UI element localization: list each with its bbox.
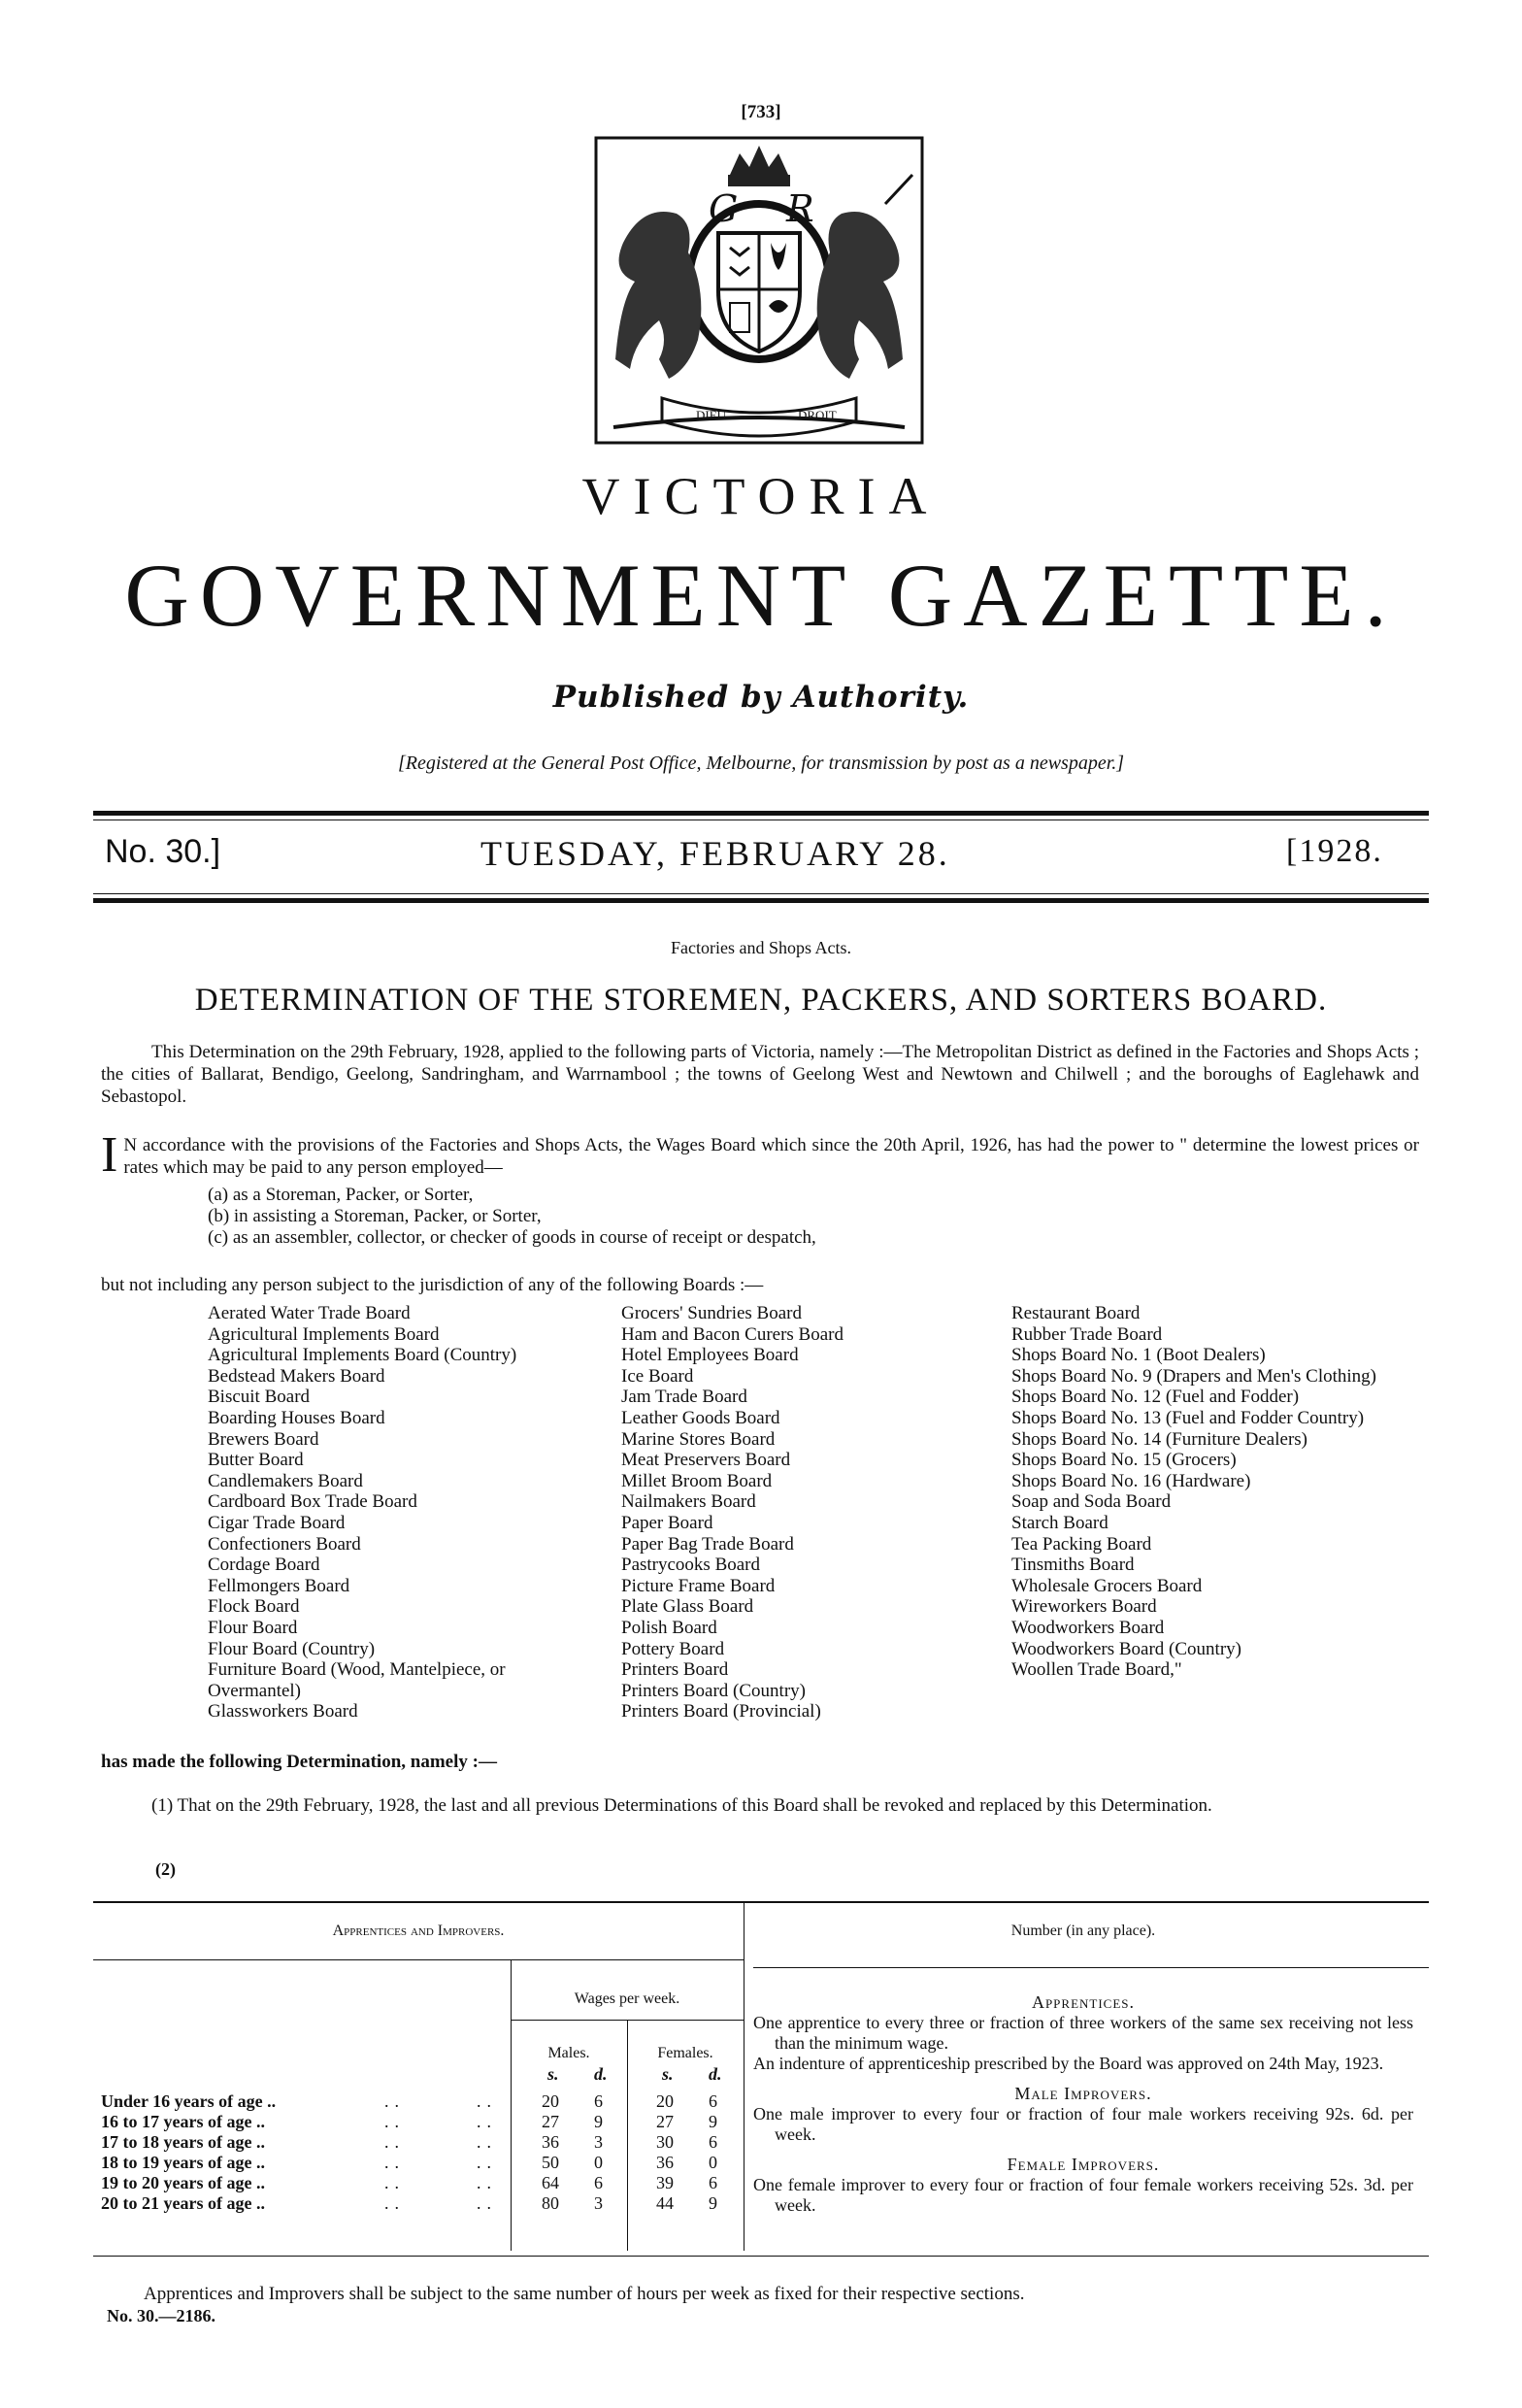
board-list-item: Wireworkers Board xyxy=(1011,1596,1157,1618)
males-heading: Males. xyxy=(547,2045,590,2061)
board-list-item: Shops Board No. 14 (Furniture Dealers) xyxy=(1011,1428,1308,1450)
table-row-label: 16 to 17 years of age .. xyxy=(101,2112,265,2131)
table-row-leader: .. xyxy=(384,2193,405,2213)
clause-2-label: (2) xyxy=(155,1859,176,1879)
female-shillings: 44 xyxy=(656,2193,674,2213)
accordance-text: N accordance with the provisions of the Factories and Shops Acts, the Wages Board which since the 20th April, 1926, has had the power to " determine the lowest prices or rates which may be paid to any person employed— xyxy=(123,1135,1419,1178)
table-row-leader: .. xyxy=(477,2132,497,2152)
board-list-item: Flour Board xyxy=(208,1617,298,1638)
female-pence: 6 xyxy=(709,2091,717,2111)
employment-items xyxy=(208,1185,816,1249)
male-shillings: 50 xyxy=(542,2153,559,2172)
right-heading: Number (in any place). xyxy=(1010,1923,1156,1939)
board-list-item: Plate Glass Board xyxy=(621,1596,754,1618)
header-rule-thin xyxy=(93,819,1429,820)
state-name: VICTORIA xyxy=(581,467,941,525)
board-list-item: Woodworkers Board (Country) xyxy=(1011,1638,1241,1659)
male-improvers-ratio: One male improver to every four or fraction of four male workers receiving 92s. 6d. per week. xyxy=(753,2104,1413,2144)
male-shillings: 64 xyxy=(542,2173,559,2192)
female-shillings: 27 xyxy=(656,2112,674,2131)
board-list-item: Paper Bag Trade Board xyxy=(621,1533,794,1555)
royal-coat-of-arms xyxy=(594,136,924,445)
board-list-item: Boarding Houses Board xyxy=(208,1407,385,1428)
male-shillings: 20 xyxy=(542,2091,559,2111)
board-list-item: Cigar Trade Board xyxy=(208,1512,346,1533)
accordance-paragraph xyxy=(101,1127,1419,1183)
list-item: (c) as an assembler, collector, or checker of goods in course of receipt or despatch, xyxy=(208,1227,816,1248)
male-improvers-heading: Male Improvers. xyxy=(1014,2084,1152,2103)
table-row-leader: .. xyxy=(384,2153,405,2172)
male-shillings-unit: s. xyxy=(547,2064,559,2084)
board-list-item: Bedstead Makers Board xyxy=(208,1365,385,1387)
issue-year: [1928. xyxy=(1286,833,1383,869)
board-list-item: Tinsmiths Board xyxy=(1011,1555,1135,1576)
female-shillings: 36 xyxy=(656,2153,674,2172)
crest-monogram-right: R xyxy=(786,187,814,230)
female-shillings: 39 xyxy=(656,2173,674,2192)
board-list-item: Grocers' Sundries Board xyxy=(621,1303,802,1323)
footer-note: Apprentices and Improvers shall be subject to the same number of hours per week as fixed for their respective sections. xyxy=(144,2284,1025,2304)
table-row-label: 20 to 21 years of age .. xyxy=(101,2193,265,2213)
male-pence: 6 xyxy=(594,2091,603,2111)
footer-reference: No. 30.—2186. xyxy=(107,2306,215,2325)
board-list-item: Shops Board No. 16 (Hardware) xyxy=(1011,1470,1251,1491)
male-shillings: 36 xyxy=(542,2132,559,2152)
board-list-item: Printers Board xyxy=(621,1659,729,1681)
board-list-item: Polish Board xyxy=(621,1617,717,1638)
determination-title: DETERMINATION OF THE STOREMEN, PACKERS, AND SORTERS BOARD. xyxy=(194,983,1328,1018)
table-row-leader: .. xyxy=(384,2112,405,2131)
table-row-leader: .. xyxy=(477,2091,497,2111)
board-list-item: Agricultural Implements Board (Country) xyxy=(208,1345,517,1366)
board-list-item: Woollen Trade Board," xyxy=(1011,1659,1182,1681)
registration-note: [Registered at the General Post Office, Melbourne, for transmission by post as a newspaper.] xyxy=(397,752,1125,774)
table-row-label: 18 to 19 years of age .. xyxy=(101,2153,265,2172)
female-pence-unit: d. xyxy=(709,2064,722,2084)
board-list-item: Furniture Board (Wood, Mantelpiece, or xyxy=(208,1659,506,1681)
board-list-item: Butter Board xyxy=(208,1450,304,1471)
board-list-item: Nailmakers Board xyxy=(621,1491,756,1513)
board-list-item: Cordage Board xyxy=(208,1555,320,1576)
board-list-item: Cardboard Box Trade Board xyxy=(208,1491,417,1513)
board-list-item: Printers Board (Provincial) xyxy=(621,1701,821,1722)
female-pence: 9 xyxy=(709,2193,717,2213)
page-number: [733] xyxy=(741,102,781,122)
board-list-item: Pottery Board xyxy=(621,1638,725,1659)
board-list-item: Shops Board No. 1 (Boot Dealers) xyxy=(1011,1345,1266,1366)
left-heading: Apprentices and Improvers. xyxy=(332,1923,505,1939)
acts-heading: Factories and Shops Acts. xyxy=(671,938,851,957)
male-pence: 9 xyxy=(594,2112,603,2131)
board-list-item: Fellmongers Board xyxy=(208,1575,350,1596)
board-list-item: Hotel Employees Board xyxy=(621,1345,799,1366)
board-list-item: Printers Board (Country) xyxy=(621,1680,806,1701)
female-pence: 0 xyxy=(709,2153,717,2172)
female-shillings-unit: s. xyxy=(662,2064,674,2084)
issue-number: No. 30.] xyxy=(105,833,221,870)
board-list-item: Shops Board No. 12 (Fuel and Fodder) xyxy=(1011,1387,1300,1408)
board-list-item: Paper Board xyxy=(621,1512,713,1533)
issue-rule-thick xyxy=(93,898,1429,903)
issue-rule-thin xyxy=(93,893,1429,894)
female-improvers-heading: Female Improvers. xyxy=(1007,2155,1160,2174)
female-improvers-ratio: One female improver to every four or fraction of four female workers receiving 52s. 3d. per week. xyxy=(753,2175,1413,2215)
board-list-item: Confectioners Board xyxy=(208,1533,361,1555)
male-pence: 3 xyxy=(594,2193,603,2213)
board-list-item: Starch Board xyxy=(1011,1512,1108,1533)
right-heading-rule xyxy=(753,1967,1429,1968)
wages-table xyxy=(93,1901,1429,2270)
females-heading: Females. xyxy=(657,2045,713,2061)
board-list-item: Flock Board xyxy=(208,1596,300,1618)
table-row-leader: .. xyxy=(384,2091,405,2111)
left-heading-rule xyxy=(93,1959,744,1960)
board-list-item: Candlemakers Board xyxy=(208,1470,363,1491)
board-list-item: Leather Goods Board xyxy=(621,1407,780,1428)
apprentices-ratio: One apprentice to every three or fraction of three workers of the same sex receiving not less than the minimum wage. xyxy=(753,2013,1413,2053)
male-pence: 6 xyxy=(594,2173,603,2192)
board-list-item: Biscuit Board xyxy=(208,1387,311,1408)
male-shillings: 80 xyxy=(542,2193,559,2213)
male-pence: 3 xyxy=(594,2132,603,2152)
board-list-item: Millet Broom Board xyxy=(621,1470,773,1491)
board-list-item: Rubber Trade Board xyxy=(1011,1323,1163,1345)
female-pence: 6 xyxy=(709,2173,717,2192)
board-list-item: Flour Board (Country) xyxy=(208,1638,376,1659)
table-row-leader: .. xyxy=(384,2132,405,2152)
board-list-item: Tea Packing Board xyxy=(1011,1533,1152,1555)
board-list-item: Soap and Soda Board xyxy=(1011,1491,1172,1513)
board-list-item: Picture Frame Board xyxy=(621,1575,776,1596)
board-list-item: Brewers Board xyxy=(208,1428,319,1450)
boards-column-1 xyxy=(208,1303,596,1722)
table-row-label: 19 to 20 years of age .. xyxy=(101,2173,265,2192)
table-row-leader: .. xyxy=(477,2173,497,2192)
intro-paragraph: This Determination on the 29th February, 1928, applied to the following parts of Victoria, namely :—The Metropolitan District as defined in the Factories and Shops Acts ; the cities of Ballarat, Bendigo, Geelong, Sandringham, and Warrnambool ; the towns of Geelong West and Newtown and Chilwell ; and the boroughs of Eaglehawk and Sebastopol. xyxy=(101,1042,1419,1107)
table-bottom-rule xyxy=(93,2256,1429,2257)
number-in-any-place xyxy=(753,1990,1413,2216)
board-list-item: Ham and Bacon Curers Board xyxy=(621,1323,844,1345)
crest-monogram-left: G xyxy=(709,187,739,230)
made-determination-line: has made the following Determination, namely :— xyxy=(101,1752,497,1772)
board-list-item: Shops Board No. 13 (Fuel and Fodder Country) xyxy=(1011,1407,1365,1428)
list-item: (a) as a Storeman, Packer, or Sorter, xyxy=(208,1185,474,1205)
boards-column-2 xyxy=(621,1303,1009,1722)
drop-cap: I xyxy=(101,1127,118,1183)
male-pence-unit: d. xyxy=(594,2064,608,2084)
apprentices-indenture: An indenture of apprenticeship prescribed by the Board was approved on 24th May, 1923. xyxy=(753,2054,1384,2073)
crest-emblem-icon xyxy=(594,136,924,445)
board-list-item: Glassworkers Board xyxy=(208,1701,358,1722)
table-row-label: 17 to 18 years of age .. xyxy=(101,2132,265,2152)
crest-motto-left: DIEU xyxy=(696,408,727,422)
table-row-leader: .. xyxy=(477,2193,497,2213)
list-item: (b) in assisting a Storeman, Packer, or Sorter, xyxy=(208,1206,542,1226)
published-by-authority: Published by Authority. xyxy=(552,680,970,715)
male-pence: 0 xyxy=(594,2153,603,2172)
table-row-leader: .. xyxy=(477,2112,497,2131)
table-row-leader: .. xyxy=(477,2153,497,2172)
female-shillings: 20 xyxy=(656,2091,674,2111)
board-list-item: Wholesale Grocers Board xyxy=(1011,1575,1203,1596)
board-list-item: Agricultural Implements Board xyxy=(208,1323,440,1345)
issue-date: TUESDAY, FEBRUARY 28. xyxy=(480,834,950,873)
female-pence: 9 xyxy=(709,2112,717,2131)
board-list-item: Pastrycooks Board xyxy=(621,1555,761,1576)
female-pence: 6 xyxy=(709,2132,717,2152)
crest-motto-right: DROIT xyxy=(798,408,837,422)
table-row-leader: .. xyxy=(384,2173,405,2192)
board-list-item: Shops Board No. 9 (Drapers and Men's Clothing) xyxy=(1011,1365,1376,1387)
board-list-item: Jam Trade Board xyxy=(621,1387,747,1408)
header-rule-thick xyxy=(93,811,1429,816)
male-shillings: 27 xyxy=(542,2112,559,2131)
female-shillings: 30 xyxy=(656,2132,674,2152)
wages-heading: Wages per week. xyxy=(574,1990,680,2007)
board-list-item: Woodworkers Board xyxy=(1011,1617,1165,1638)
board-list-item: Marine Stores Board xyxy=(621,1428,776,1450)
board-list-item: Aerated Water Trade Board xyxy=(208,1303,411,1323)
board-list-item: Restaurant Board xyxy=(1011,1303,1141,1323)
board-list-item: Meat Preservers Board xyxy=(621,1450,791,1471)
board-list-item: Shops Board No. 15 (Grocers) xyxy=(1011,1450,1237,1471)
table-top-rule xyxy=(93,1901,1429,1903)
table-row-label: Under 16 years of age .. xyxy=(101,2091,277,2111)
board-list-item: Ice Board xyxy=(621,1365,694,1387)
board-list-item: Overmantel) xyxy=(208,1680,302,1701)
clause-1: (1) That on the 29th February, 1928, the last and all previous Determinations of this Board shall be revoked and replaced by this Determination. xyxy=(151,1795,1212,1816)
apprentices-heading: Apprentices. xyxy=(1031,1992,1136,2012)
gazette-title: GOVERNMENT GAZETTE. xyxy=(124,546,1398,645)
excluding-paragraph: but not including any person subject to the jurisdiction of any of the following Boards :— xyxy=(101,1275,764,1295)
boards-column-3 xyxy=(1011,1303,1419,1681)
